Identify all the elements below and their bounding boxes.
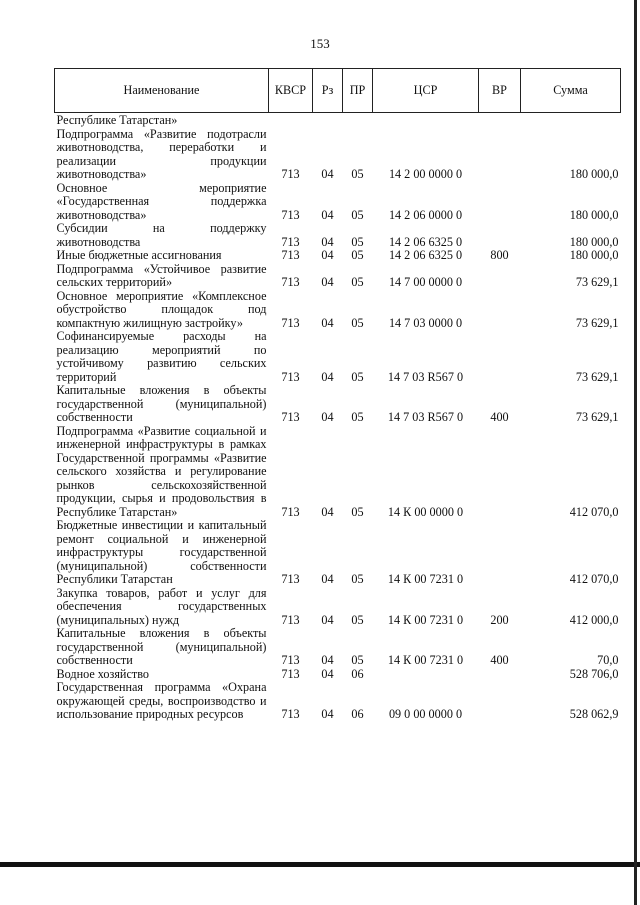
row-rz: 04 — [321, 572, 334, 586]
header-name: Наименование — [55, 69, 269, 113]
row-vr — [479, 222, 521, 249]
scan-bottom-border — [0, 862, 640, 867]
row-pr: 05 — [351, 612, 364, 627]
row-csr: 14 7 03 R567 0 — [387, 369, 464, 384]
row-vr — [479, 290, 521, 331]
row-sum: 180 000,0 — [569, 207, 619, 222]
row-csr: 14 К 00 7231 0 — [387, 572, 464, 586]
row-csr — [373, 668, 479, 682]
row-csr: 14 К 00 7231 0 — [387, 653, 464, 667]
row-name: Капитальные вложения в объекты государственной (муниципальной) собственности — [56, 383, 267, 424]
table-row — [55, 668, 621, 682]
page-number: 153 — [310, 36, 330, 51]
table-header — [55, 69, 621, 113]
row-csr — [373, 113, 479, 128]
row-pr: 05 — [351, 572, 364, 586]
table-row — [55, 519, 621, 587]
row-kvsr: 713 — [281, 707, 300, 721]
row-name: Подпрограмма «Устойчивое развитие сельских территорий» — [56, 261, 267, 289]
row-kvsr: 713 — [281, 653, 300, 667]
row-name: Бюджетные инвестиции и капитальный ремонт социальной и инженерной инфраструктуры государственной (муниципальной) собственности Республики Татарстан — [56, 518, 267, 586]
row-name: Основное мероприятие «Комплексное обустройство площадок под компактную жилищную застройку» — [56, 288, 267, 330]
row-sum: 73 629,1 — [575, 369, 619, 384]
row-name: Закупка товаров, работ и услуг для обеспечения государственных (муниципальных) нужд — [56, 585, 267, 627]
row-pr: 05 — [351, 167, 364, 181]
row-pr: 05 — [351, 207, 364, 222]
row-kvsr — [269, 113, 313, 128]
row-rz: 04 — [321, 315, 334, 330]
row-sum: 180 000,0 — [569, 234, 619, 249]
row-vr: 200 — [490, 612, 509, 627]
row-pr — [343, 113, 373, 128]
header-rz: Рз — [313, 69, 343, 113]
row-rz: 04 — [321, 369, 334, 384]
row-pr: 05 — [351, 275, 364, 289]
row-rz — [313, 113, 343, 128]
row-sum: 73 629,1 — [575, 315, 619, 330]
table-row — [55, 290, 621, 331]
row-csr: 14 7 03 R567 0 — [387, 410, 464, 424]
row-csr: 14 К 00 0000 0 — [387, 504, 464, 519]
row-rz: 04 — [321, 410, 334, 424]
row-name: Субсидии на поддержку животноводства — [56, 221, 267, 249]
row-rz: 04 — [321, 653, 334, 667]
row-sum: 528 062,9 — [569, 707, 619, 721]
row-kvsr: 713 — [281, 248, 300, 262]
row-pr: 05 — [351, 315, 364, 330]
row-rz: 04 — [321, 707, 334, 721]
table-row — [55, 128, 621, 182]
row-vr — [479, 182, 521, 223]
table-row — [55, 113, 621, 128]
row-pr: 05 — [351, 234, 364, 249]
row-kvsr: 713 — [281, 207, 300, 222]
row-kvsr: 713 — [281, 275, 300, 289]
row-pr: 06 — [351, 707, 364, 721]
header-vr: ВР — [479, 69, 521, 113]
row-vr — [479, 519, 521, 587]
row-sum: 180 000,0 — [569, 248, 619, 262]
row-rz: 04 — [321, 504, 334, 519]
row-vr: 400 — [490, 410, 509, 424]
row-sum: 73 629,1 — [575, 275, 619, 289]
table-row — [55, 330, 621, 384]
row-rz: 04 — [321, 207, 334, 222]
table-row — [55, 681, 621, 722]
row-csr: 14 2 06 6325 0 — [388, 234, 463, 249]
row-pr: 06 — [351, 666, 364, 681]
scan-right-border — [634, 0, 637, 905]
table-body — [55, 113, 621, 722]
row-vr: 800 — [490, 248, 509, 262]
row-csr: 14 7 00 0000 0 — [388, 275, 463, 289]
row-csr: 14 2 06 6325 0 — [388, 248, 463, 262]
row-vr — [479, 681, 521, 722]
table-row — [55, 627, 621, 668]
row-pr: 05 — [351, 369, 364, 384]
row-vr — [479, 128, 521, 182]
table-row — [55, 222, 621, 249]
row-sum — [521, 113, 621, 128]
table-row — [55, 425, 621, 520]
row-sum: 70,0 — [597, 653, 619, 667]
row-name: Софинансируемые расходы на реализацию мероприятий по устойчивому развитию сельских территорий — [56, 329, 267, 384]
row-rz: 04 — [321, 275, 334, 289]
header-pr: ПР — [343, 69, 373, 113]
table-row — [55, 587, 621, 628]
row-kvsr: 713 — [281, 612, 300, 627]
row-vr — [479, 668, 521, 682]
row-name: Подпрограмма «Развитие подотрасли животноводства, переработки и реализации продукции животноводства» — [56, 126, 267, 181]
row-csr: 14 7 03 0000 0 — [388, 315, 463, 330]
budget-table — [54, 68, 621, 722]
row-name: Водное хозяйство — [56, 666, 149, 681]
row-sum: 73 629,1 — [575, 410, 619, 424]
row-sum: 528 706,0 — [569, 666, 619, 681]
table-row — [55, 263, 621, 290]
header-sum: Сумма — [521, 69, 621, 113]
row-vr — [479, 263, 521, 290]
table-row — [55, 182, 621, 223]
row-sum: 412 070,0 — [569, 572, 619, 586]
row-rz: 04 — [321, 167, 334, 181]
row-kvsr: 713 — [281, 504, 300, 519]
row-kvsr: 713 — [281, 572, 300, 586]
row-pr: 05 — [351, 410, 364, 424]
row-kvsr: 713 — [281, 666, 300, 681]
row-sum: 180 000,0 — [569, 167, 619, 181]
row-kvsr: 713 — [281, 234, 300, 249]
row-name: Государственная программа «Охрана окружающей среды, воспроизводство и использование природных ресурсов — [56, 680, 267, 721]
row-name: Иные бюджетные ассигнования — [56, 248, 222, 262]
row-rz: 04 — [321, 666, 334, 681]
header-row — [55, 69, 621, 113]
row-rz: 04 — [321, 612, 334, 627]
row-csr: 14 К 00 7231 0 — [387, 612, 464, 627]
row-csr: 14 2 00 0000 0 — [388, 167, 463, 181]
row-name: Основное мероприятие «Государственная поддержка животноводства» — [56, 180, 267, 222]
row-pr: 05 — [351, 248, 364, 262]
row-rz: 04 — [321, 248, 334, 262]
row-sum: 412 070,0 — [569, 504, 619, 519]
row-kvsr: 713 — [281, 315, 300, 330]
row-name: Капитальные вложения в объекты государственной (муниципальной) собственности — [56, 626, 267, 667]
row-csr: 09 0 00 0000 0 — [388, 707, 463, 721]
row-csr: 14 2 06 0000 0 — [388, 207, 463, 222]
row-kvsr: 713 — [281, 410, 300, 424]
row-vr — [479, 113, 521, 128]
row-kvsr: 713 — [281, 167, 300, 181]
header-csr: ЦСР — [373, 69, 479, 113]
row-vr — [479, 330, 521, 384]
row-sum: 412 000,0 — [569, 612, 619, 627]
table-row — [55, 249, 621, 263]
row-pr: 05 — [351, 504, 364, 519]
row-vr: 400 — [490, 653, 509, 667]
row-rz: 04 — [321, 234, 334, 249]
row-name: Подпрограмма «Развитие социальной и инженерной инфраструктуры в рамках Государственной программы «Развитие сельского хозяйства и регулирование рынков сельскохозяйственной продукции, сырья и продовольствия в Республике Татарстан» — [56, 423, 267, 519]
row-pr: 05 — [351, 653, 364, 667]
row-kvsr: 713 — [281, 369, 300, 384]
row-name: Республике Татарстан» — [56, 113, 178, 127]
table-row — [55, 384, 621, 425]
header-kvsr: КВСР — [269, 69, 313, 113]
row-vr — [479, 425, 521, 520]
